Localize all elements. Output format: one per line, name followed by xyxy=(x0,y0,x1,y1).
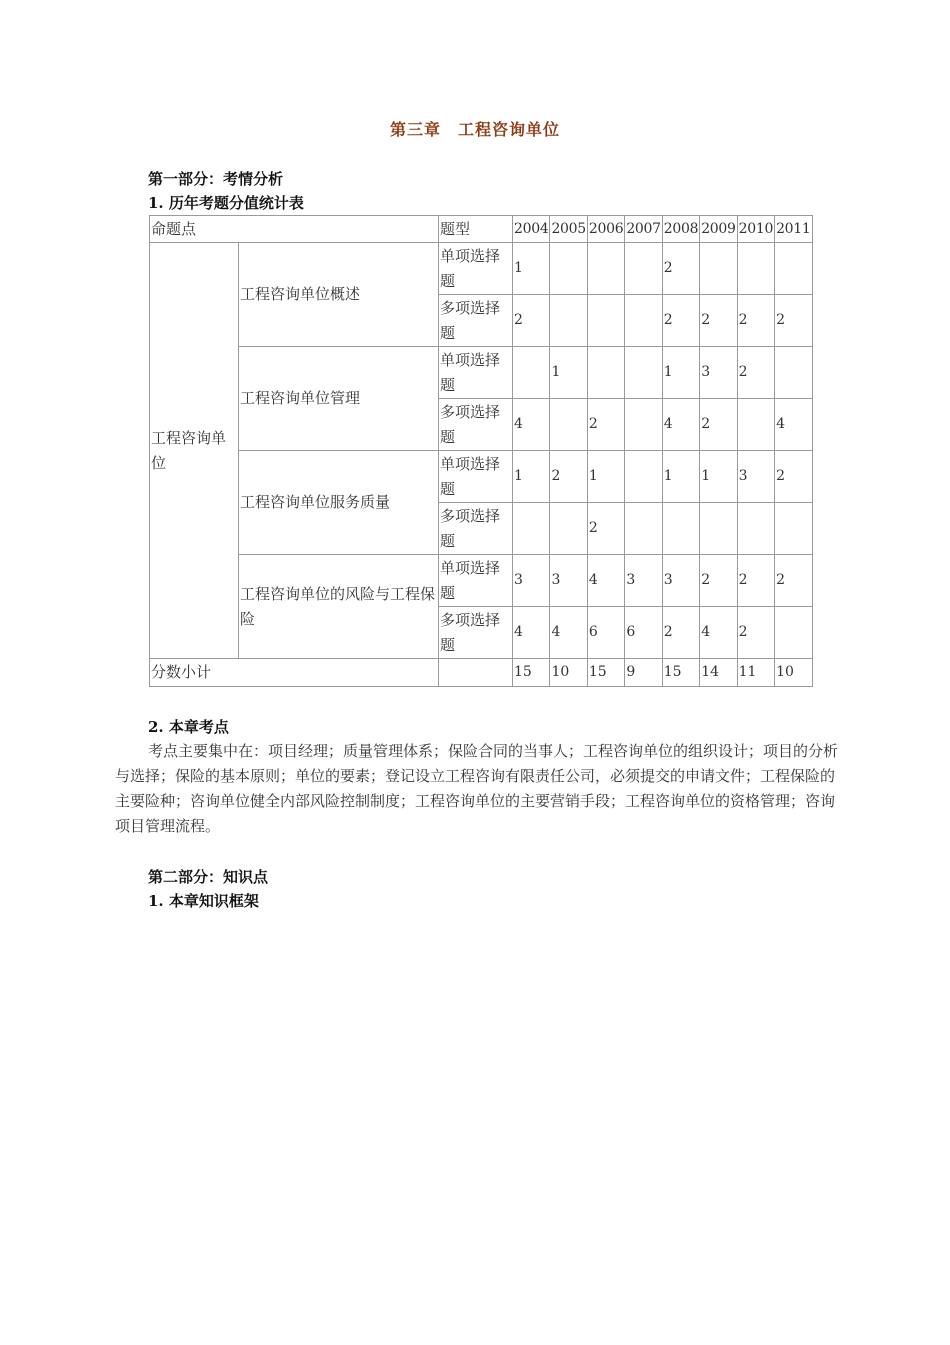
knowledge-framework-heading: 1. 本章知识框架 xyxy=(148,892,259,910)
subtotal-cell: 11 xyxy=(737,659,774,687)
score-cell: 4 xyxy=(513,399,550,451)
header-year: 2005 xyxy=(550,216,587,243)
score-cell xyxy=(625,399,662,451)
score-cell: 2 xyxy=(662,295,699,347)
score-cell: 4 xyxy=(700,607,737,659)
score-cell: 4 xyxy=(550,607,587,659)
table-row xyxy=(150,555,813,607)
score-cell xyxy=(550,503,587,555)
score-cell: 2 xyxy=(700,555,737,607)
score-cell: 3 xyxy=(625,555,662,607)
score-cell xyxy=(550,399,587,451)
topic-cell: 工程咨询单位服务质量 xyxy=(239,451,439,555)
score-cell: 2 xyxy=(662,607,699,659)
score-cell xyxy=(700,243,737,295)
subtotal-row xyxy=(150,659,813,687)
score-cell xyxy=(587,243,624,295)
question-type-cell: 多项选择题 xyxy=(439,607,513,659)
score-cell xyxy=(737,243,774,295)
score-cell xyxy=(625,503,662,555)
score-cell: 3 xyxy=(700,347,737,399)
section2-heading: 2. 本章考点 xyxy=(148,718,229,736)
score-cell xyxy=(625,243,662,295)
section1-heading: 1. 历年考题分值统计表 xyxy=(148,194,304,212)
question-type-cell: 单项选择题 xyxy=(439,347,513,399)
category-cell: 工程咨询单位 xyxy=(150,243,239,659)
score-cell xyxy=(775,503,812,555)
part2-heading: 第二部分：知识点 xyxy=(148,868,269,886)
question-type-cell: 多项选择题 xyxy=(439,399,513,451)
score-cell: 4 xyxy=(662,399,699,451)
score-cell: 2 xyxy=(550,451,587,503)
header-point: 命题点 xyxy=(150,216,439,243)
subtotal-label: 分数小计 xyxy=(150,659,439,687)
header-year: 2004 xyxy=(513,216,550,243)
score-cell: 2 xyxy=(737,607,774,659)
score-cell: 1 xyxy=(513,451,550,503)
subtotal-cell: 15 xyxy=(662,659,699,687)
key-points-paragraph: 考点主要集中在：项目经理；质量管理体系；保险合同的当事人；工程咨询单位的组织设计；项目的分析与选择；保险的基本原则；单位的要素；登记设立工程咨询有限责任公司，必须提交的申请文件；工程保险的主要险种；咨询单位健全内部风险控制制度；工程咨询单位的主要营销手段；工程咨询单位的资格管理；咨询项目管理流程。 xyxy=(115,742,839,835)
score-cell: 1 xyxy=(700,451,737,503)
score-cell: 1 xyxy=(662,347,699,399)
score-cell xyxy=(587,295,624,347)
subtotal-cell: 14 xyxy=(700,659,737,687)
score-cell: 2 xyxy=(662,243,699,295)
header-type: 题型 xyxy=(439,216,513,243)
score-cell xyxy=(513,503,550,555)
score-cell xyxy=(700,503,737,555)
score-cell: 2 xyxy=(700,295,737,347)
score-cell: 2 xyxy=(775,295,812,347)
score-cell: 6 xyxy=(587,607,624,659)
page-title: 第三章 工程咨询单位 xyxy=(389,120,560,139)
score-cell: 3 xyxy=(550,555,587,607)
score-cell: 3 xyxy=(662,555,699,607)
subtotal-cell: 15 xyxy=(513,659,550,687)
table-row xyxy=(150,243,813,295)
question-type-cell: 多项选择题 xyxy=(439,503,513,555)
table-row xyxy=(150,347,813,399)
header-year: 2009 xyxy=(700,216,737,243)
score-cell xyxy=(587,347,624,399)
header-year: 2008 xyxy=(662,216,699,243)
score-cell: 4 xyxy=(587,555,624,607)
table-header-row xyxy=(150,216,813,243)
subtotal-cell: 10 xyxy=(775,659,812,687)
score-cell: 3 xyxy=(737,451,774,503)
score-cell: 6 xyxy=(625,607,662,659)
score-cell xyxy=(625,295,662,347)
score-cell xyxy=(513,347,550,399)
header-year: 2006 xyxy=(587,216,624,243)
score-cell: 2 xyxy=(775,555,812,607)
score-cell: 1 xyxy=(662,451,699,503)
header-year: 2010 xyxy=(737,216,774,243)
table-row xyxy=(150,451,813,503)
score-cell xyxy=(550,243,587,295)
score-cell: 1 xyxy=(587,451,624,503)
score-cell xyxy=(662,503,699,555)
score-cell: 3 xyxy=(513,555,550,607)
score-cell xyxy=(775,347,812,399)
score-cell xyxy=(775,243,812,295)
score-statistics-table xyxy=(149,215,813,687)
question-type-cell: 单项选择题 xyxy=(439,243,513,295)
score-cell: 2 xyxy=(737,347,774,399)
subtotal-type-empty xyxy=(439,659,513,687)
question-type-cell: 多项选择题 xyxy=(439,295,513,347)
score-cell: 2 xyxy=(775,451,812,503)
score-cell: 1 xyxy=(550,347,587,399)
score-cell: 4 xyxy=(513,607,550,659)
topic-cell: 工程咨询单位概述 xyxy=(239,243,439,347)
score-cell xyxy=(737,399,774,451)
score-cell xyxy=(625,451,662,503)
header-year: 2007 xyxy=(625,216,662,243)
topic-cell: 工程咨询单位管理 xyxy=(239,347,439,451)
score-cell xyxy=(775,607,812,659)
question-type-cell: 单项选择题 xyxy=(439,555,513,607)
subtotal-cell: 15 xyxy=(587,659,624,687)
score-cell xyxy=(737,503,774,555)
score-cell xyxy=(625,347,662,399)
score-cell: 2 xyxy=(737,555,774,607)
question-type-cell: 单项选择题 xyxy=(439,451,513,503)
subtotal-cell: 9 xyxy=(625,659,662,687)
subtotal-cell: 10 xyxy=(550,659,587,687)
header-year: 2011 xyxy=(775,216,812,243)
score-cell: 2 xyxy=(587,503,624,555)
score-cell: 2 xyxy=(737,295,774,347)
score-cell: 1 xyxy=(513,243,550,295)
part1-heading: 第一部分：考情分析 xyxy=(148,170,284,188)
score-cell xyxy=(550,295,587,347)
score-cell: 4 xyxy=(775,399,812,451)
score-cell: 2 xyxy=(587,399,624,451)
score-cell: 2 xyxy=(700,399,737,451)
score-cell: 2 xyxy=(513,295,550,347)
topic-cell: 工程咨询单位的风险与工程保险 xyxy=(239,555,439,659)
